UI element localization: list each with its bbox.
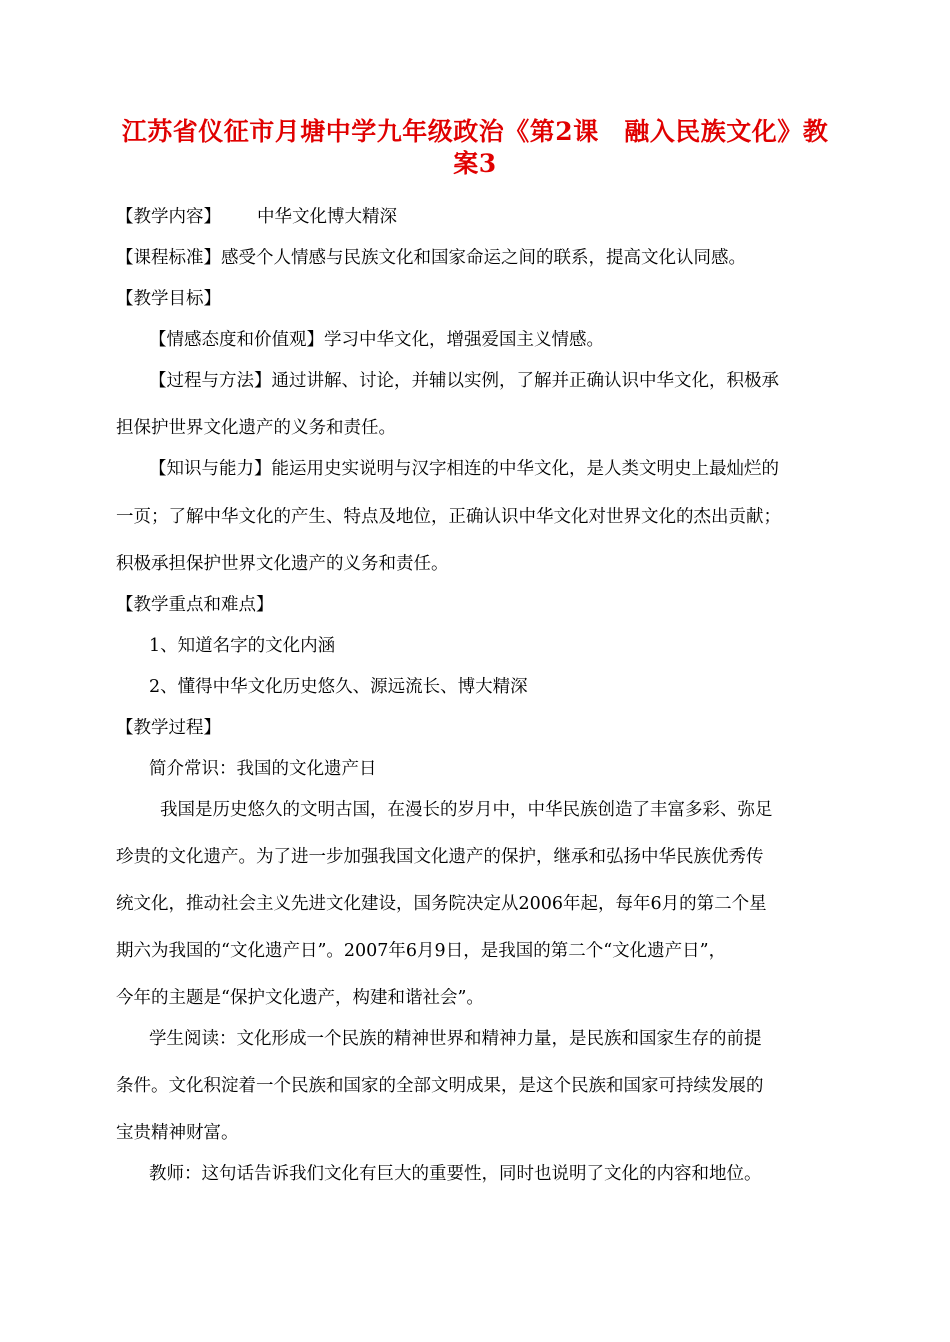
- goal-knowledge-line-1: 【知识与能力】能运用史实说明与汉字相连的中华文化，是人类文明史上最灿烂的: [149, 459, 779, 479]
- paragraph-1-line-5: 今年的主题是“保护文化遗产，构建和谐社会”。: [116, 988, 484, 1008]
- key-point-2: 2、懂得中华文化历史悠久、源远流长、博大精深: [149, 677, 528, 697]
- paragraph-3-line-1: 教师：这句话告诉我们文化有巨大的重要性，同时也说明了文化的内容和地位。: [149, 1164, 762, 1184]
- teaching-content-label: 【教学内容】: [116, 207, 221, 227]
- key-points-heading: 【教学重点和难点】: [116, 595, 274, 615]
- paragraph-1-line-1: 我国是历史悠久的文明古国，在漫长的岁月中，中华民族创造了丰富多彩、弥足: [160, 800, 773, 820]
- teaching-process-heading: 【教学过程】: [116, 718, 221, 738]
- curriculum-standard: 【课程标准】感受个人情感与民族文化和国家命运之间的联系，提高文化认同感。: [116, 248, 746, 268]
- goal-knowledge-line-3: 积极承担保护世界文化遗产的义务和责任。: [116, 554, 449, 574]
- goal-process-line-2: 担保护世界文化遗产的义务和责任。: [116, 418, 396, 438]
- teaching-content-row: [116, 205, 846, 229]
- paragraph-1-line-4: 期六为我国的“文化遗产日”。2007年6月9日，是我国的第二个“文化遗产日”，: [116, 941, 727, 961]
- document-title-line-2: 案3: [453, 149, 497, 178]
- paragraph-1-line-3: 统文化，推动社会主义先进文化建设，国务院决定从2006年起，每年6月的第二个星: [116, 894, 767, 914]
- key-point-1: 1、知道名字的文化内涵: [149, 636, 336, 656]
- intro-line: 简介常识：我国的文化遗产日: [149, 759, 377, 779]
- document-title-line-1: 江苏省仪征市月塘中学九年级政治《第2课 融入民族文化》教: [121, 117, 829, 146]
- teaching-goals-heading: 【教学目标】: [116, 289, 221, 309]
- goal-process-line-1: 【过程与方法】通过讲解、讨论，并辅以实例，了解并正确认识中华文化，积极承: [149, 371, 779, 391]
- goal-emotion: 【情感态度和价值观】学习中华文化，增强爱国主义情感。: [149, 330, 604, 350]
- paragraph-2-line-3: 宝贵精神财富。: [116, 1123, 239, 1143]
- paragraph-2-line-1: 学生阅读：文化形成一个民族的精神世界和精神力量，是民族和国家生存的前提: [149, 1029, 762, 1049]
- teaching-content-value: 中华文化博大精深: [257, 207, 397, 227]
- paragraph-1-line-2: 珍贵的文化遗产。为了进一步加强我国文化遗产的保护，继承和弘扬中华民族优秀传: [116, 847, 764, 867]
- paragraph-2-line-2: 条件。文化积淀着一个民族和国家的全部文明成果，是这个民族和国家可持续发展的: [116, 1076, 764, 1096]
- goal-knowledge-line-2: 一页；了解中华文化的产生、特点及地位，正确认识中华文化对世界文化的杰出贡献；: [116, 507, 781, 527]
